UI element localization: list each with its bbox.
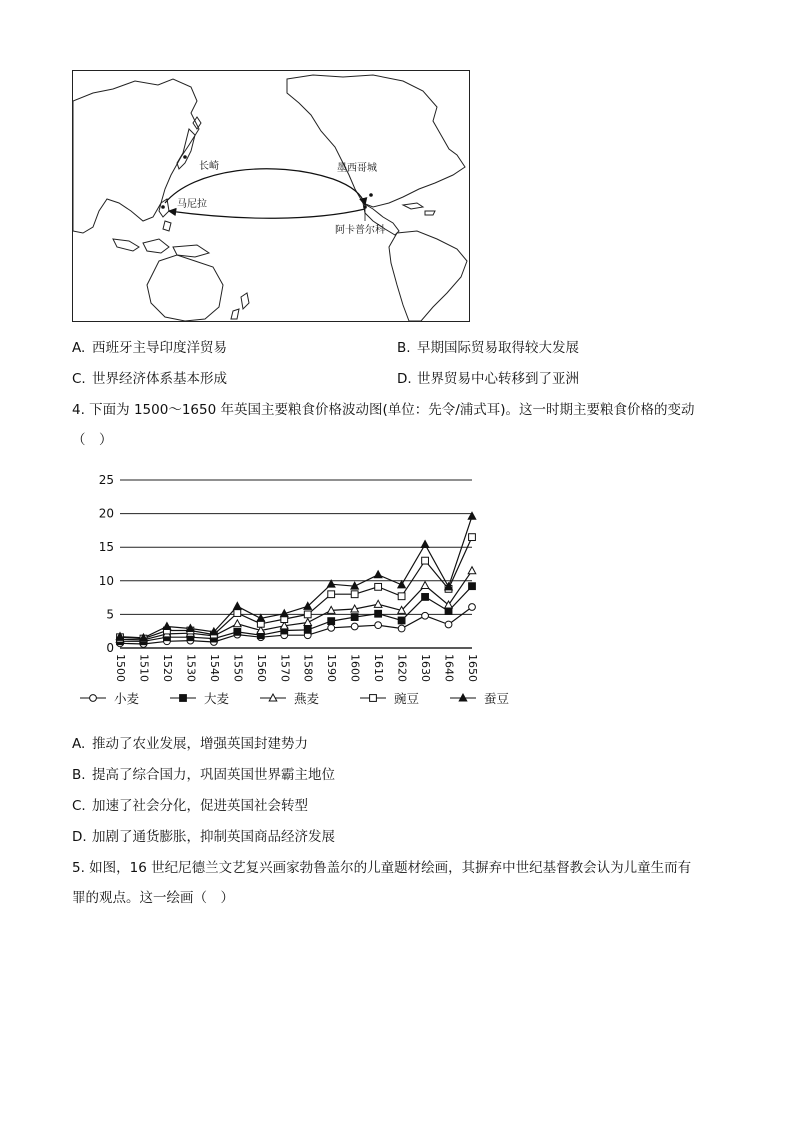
data-point-series-4	[234, 602, 242, 609]
q4-option-a[interactable]	[72, 735, 308, 753]
x-tick-label: 1560	[254, 654, 268, 682]
option-text: 世界贸易中心转移到了亚洲	[417, 371, 579, 387]
option-text: 世界经济体系基本形成	[92, 371, 227, 387]
data-point-series-0	[398, 625, 405, 632]
data-point-series-1	[234, 628, 241, 635]
acapulco-label: 阿卡普尔科	[335, 225, 385, 236]
data-point-series-4	[374, 571, 382, 578]
q3-option-b[interactable]	[397, 339, 579, 357]
data-point-series-0	[469, 604, 476, 611]
y-tick-label: 0	[106, 641, 114, 655]
north-america-landmass	[287, 75, 465, 207]
new-zealand-islands	[231, 293, 249, 319]
x-tick-label: 1500	[114, 654, 127, 682]
data-point-series-3	[398, 593, 405, 600]
manila-marker	[161, 205, 165, 209]
philippines-islands	[159, 199, 171, 231]
option-text: 推动了农业发展，增强英国封建势力	[92, 736, 308, 752]
y-tick-label: 10	[98, 573, 114, 588]
y-tick-label: 15	[98, 540, 114, 555]
option-text: 加速了社会分化，促进英国社会转型	[92, 798, 308, 814]
option-letter: A.	[72, 736, 86, 752]
grain-price-chart	[72, 462, 522, 712]
data-point-series-4	[398, 581, 406, 588]
x-tick-label: 1580	[301, 654, 315, 682]
q3-option-c[interactable]	[72, 370, 227, 388]
data-point-series-4	[163, 622, 171, 629]
data-point-series-0	[422, 612, 429, 619]
option-letter: C.	[72, 371, 86, 387]
data-point-series-0	[328, 624, 335, 631]
y-tick-label: 5	[106, 607, 114, 622]
y-tick-label: 25	[98, 473, 114, 487]
x-tick-label: 1520	[160, 654, 174, 682]
legend-marker	[370, 695, 377, 702]
manila-label: 马尼拉	[177, 199, 207, 210]
x-tick-label: 1570	[278, 654, 292, 682]
data-point-series-3	[422, 557, 429, 564]
q4-option-d[interactable]	[72, 828, 335, 846]
legend-label: 小麦	[114, 691, 140, 706]
x-tick-label: 1650	[466, 654, 479, 682]
data-point-series-4	[421, 541, 429, 548]
data-point-series-1	[445, 608, 452, 615]
legend-marker	[180, 695, 187, 702]
data-point-series-1	[328, 618, 335, 625]
x-tick-label: 1610	[372, 654, 386, 682]
series-line-1	[120, 586, 472, 641]
data-point-series-2	[374, 600, 382, 607]
option-text: 提高了综合国力，巩固英国世界霸主地位	[92, 767, 335, 783]
data-point-series-3	[234, 610, 241, 617]
route-acapulco-to-manila	[169, 209, 365, 218]
option-letter: D.	[72, 829, 87, 845]
q4-stem-line1: 4. 下面为 1500～1650 年英国主要粮食价格波动图(单位：先令/浦式耳)。这一时期主要粮食价格的变动	[72, 402, 695, 418]
data-point-series-2	[421, 582, 429, 589]
data-point-series-1	[398, 617, 405, 624]
legend-label: 大麦	[204, 691, 230, 706]
mexico-city-marker	[369, 193, 373, 197]
legend-label: 豌豆	[394, 691, 420, 706]
q4-option-b[interactable]	[72, 766, 335, 784]
series-line-0	[120, 607, 472, 644]
data-point-series-3	[304, 611, 311, 618]
series-line-4	[120, 516, 472, 638]
q3-option-a[interactable]	[72, 339, 227, 357]
x-tick-label: 1590	[325, 654, 339, 682]
option-text: 早期国际贸易取得较大发展	[417, 340, 579, 356]
data-point-series-1	[375, 610, 382, 617]
option-letter: D.	[397, 371, 412, 387]
data-point-series-3	[351, 591, 358, 598]
data-point-series-3	[328, 591, 335, 598]
data-point-series-1	[304, 626, 311, 633]
grain-price-chart-svg	[72, 462, 522, 712]
data-point-series-3	[375, 583, 382, 590]
option-text: 加剧了通货膨胀，抑制英国商品经济发展	[92, 829, 335, 845]
option-letter: B.	[397, 340, 411, 356]
data-point-series-2	[234, 620, 242, 627]
indonesia-islands	[113, 239, 209, 257]
q4-option-c[interactable]	[72, 797, 308, 815]
option-letter: B.	[72, 767, 86, 783]
caribbean-islands	[403, 203, 435, 215]
legend-label: 燕麦	[294, 691, 320, 706]
option-text: 西班牙主导印度洋贸易	[92, 340, 227, 356]
x-tick-label: 1640	[442, 654, 456, 682]
x-tick-label: 1620	[395, 654, 409, 682]
x-tick-label: 1510	[137, 654, 151, 682]
x-tick-label: 1530	[184, 654, 198, 682]
data-point-series-1	[422, 594, 429, 601]
data-point-series-1	[351, 614, 358, 621]
pacific-map-svg	[73, 71, 469, 321]
nagasaki-marker	[183, 155, 187, 159]
trade-route-map	[72, 70, 470, 322]
legend-label: 蚕豆	[484, 691, 510, 706]
q5-stem-line1: 5. 如图，16 世纪尼德兰文艺复兴画家勃鲁盖尔的儿童题材绘画，其摒弃中世纪基督教会认为儿童生而有	[72, 860, 692, 876]
series-line-3	[120, 537, 472, 639]
x-tick-label: 1550	[231, 654, 245, 682]
data-point-series-3	[469, 534, 476, 541]
mexico-city-label: 墨西哥城	[337, 163, 377, 174]
data-point-series-0	[445, 621, 452, 628]
q5-stem-line2: 罪的观点。这一绘画（ ）	[72, 890, 234, 906]
q3-option-d[interactable]	[397, 370, 579, 388]
x-tick-label: 1540	[207, 654, 221, 682]
data-point-series-0	[375, 622, 382, 629]
south-america-landmass	[389, 231, 467, 321]
data-point-series-0	[351, 623, 358, 630]
q4-stem-line2: （ ）	[72, 432, 113, 448]
x-tick-label: 1630	[419, 654, 433, 682]
option-letter: C.	[72, 798, 86, 814]
option-letter: A.	[72, 340, 86, 356]
australia-landmass	[147, 255, 223, 321]
data-point-series-2	[468, 567, 476, 574]
y-tick-label: 20	[98, 506, 114, 521]
data-point-series-1	[469, 583, 476, 590]
legend-marker	[90, 695, 97, 702]
nagasaki-label: 长崎	[199, 161, 219, 172]
x-tick-label: 1600	[348, 654, 362, 682]
data-point-series-2	[304, 618, 312, 625]
